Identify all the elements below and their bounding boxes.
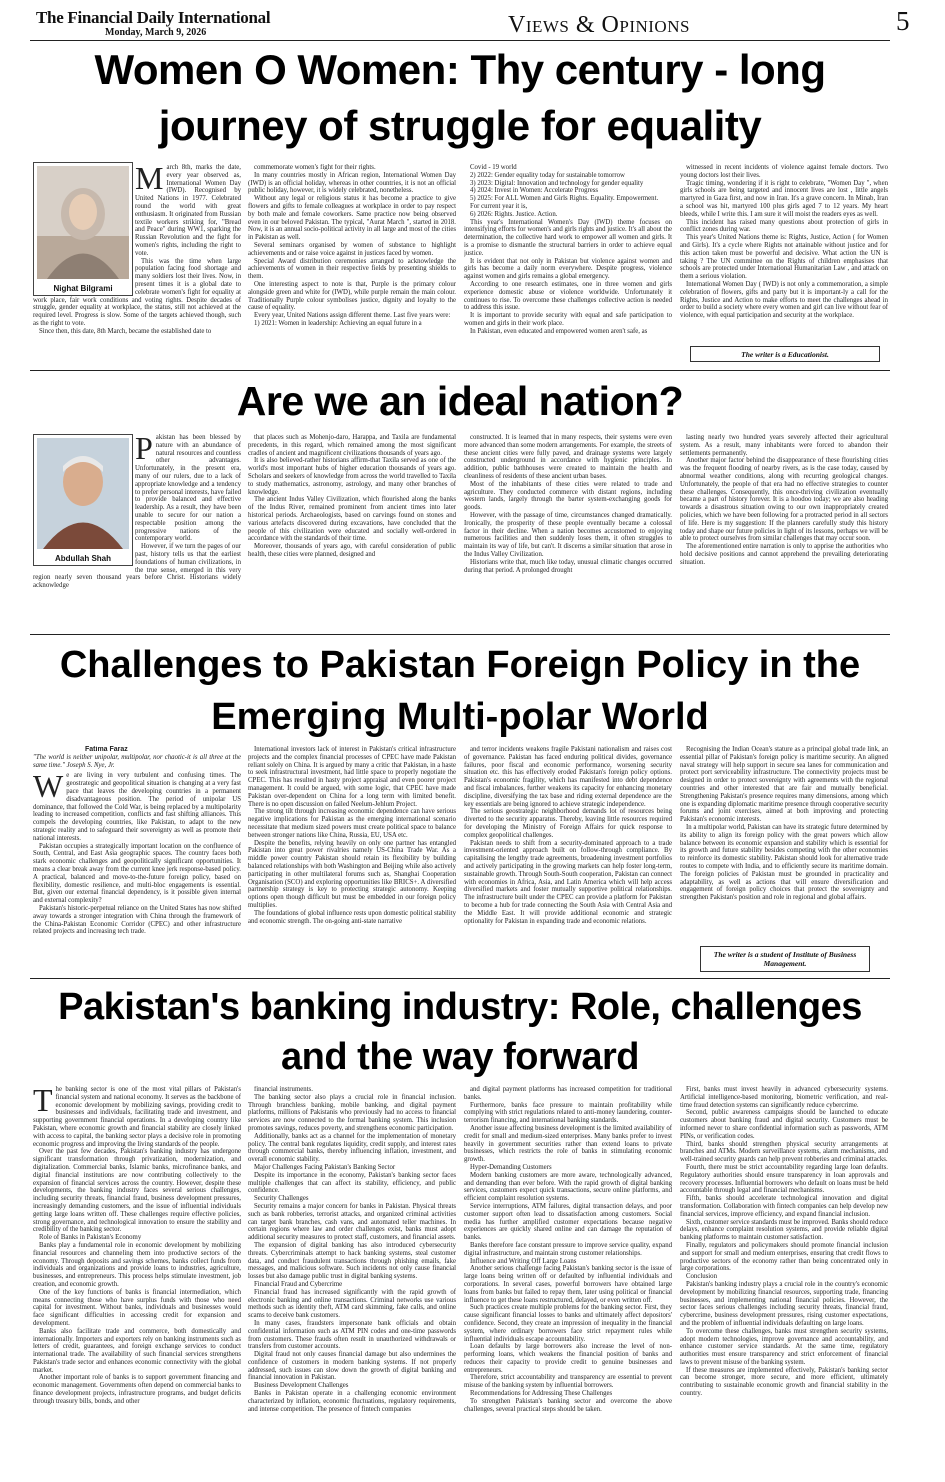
paragraph: It is important to provide security with equal and safe participation to women and girls in their work place. [464, 312, 672, 327]
paragraph: Most of the inhabitants of these cities were related to trade and agriculture. They conducted commerce with distant regions, including western lands, largely through the barter system-exchanging goods for goods. [464, 480, 672, 512]
subheading: Security Challenges [254, 1195, 309, 1203]
paragraph: akistan has been blessed by nature with an abundance of natural resources and countless other advantages. Unfortunately, in the present era, many of our rulers, due to a lack of appropriate knowledge and a tendency to prefer personal interests, have failed to provide balanced and effective leadership. As a result, they have been unable to secure for our nation a respectable position among the progressive nations of the contemporary world. [135, 434, 241, 543]
paragraph: Fifth, banks should accelerate technological innovation and digital transformation. Collaboration with fintech companies can help develop new financial services, improve efficiency, and expand financial inclusion. [680, 1195, 888, 1218]
section-title: Views & Opinions [508, 12, 690, 38]
paragraph: This year's International Women's Day (IWD) theme focuses on intensifying efforts for women's and girls rights and justice. It's all about the determination, the collective hard work to empower all women and girls. It is a promise to dismantle the structural barriers in order to achieve equal justice. [464, 218, 672, 257]
paragraph: Another major factor behind the disappearance of these flourishing cities was the frequent flooding of nearby rivers, as is the case today, caused by abnormal weather conditions, along with recurring geological changes. Unfortunately, the people of that era had no effective strategies to counter these challenges. Consequently, this once-thriving civilization eventually became a part of history forever. It is a hoodoo today; we are also heading towards a disastrous situation owing to our own inappropriately created policies, which we have been following for a protracted period in all sectors of life. Here is my suggestion: If the planners carefully study this history today and shape our future policies in light of its lessons, perhaps we will be able to protect ourselves from similar challenges that may occur soon. [680, 457, 888, 543]
paragraph: First, banks must invest heavily in advanced cybersecurity systems. Artificial intelligence-based monitoring, biometric verification, and real-time fraud detection systems can significantly reduce cybercrime. [680, 1086, 888, 1109]
page-number: 5 [896, 6, 910, 36]
article3-headline: Challenges to Pakistan Foreign Policy in the Emerging Multi-polar World [59, 644, 861, 738]
paragraph: Banks in Pakistan operate in a challenging economic environment characterized by inflation, economic fluctuations, regulatory requirements, and intense competition. The presence of fintech companies [248, 1390, 456, 1413]
paragraph: that places such as Mohenjo-daro, Harappa, and Taxila are fundamental precedents, in this regard, which remained among the most significant cradles of ancient and magnificent civilizations thousands of years ago. [248, 434, 456, 457]
subheading: Influence and Writing Off Large Loans [470, 1257, 577, 1265]
paragraph: Historians write that, much like today, unusual climatic changes occurred during that period. A prolonged drought [464, 558, 672, 574]
article3-dropcap: W [33, 768, 64, 805]
article3-column-1 [33, 746, 241, 974]
article3-writer-note: The writer is a student of Institute of Business Management. [700, 946, 870, 972]
paragraph: Another issue affecting business development is the limited availability of credit for small and medium-sized enterprises. Many banks prefer to invest heavily in government securities rather than extend loans to private businesses, which restricts the role of banks in stimulating economic growth. [464, 1124, 672, 1164]
paragraph: However, with the passage of time, circumstances changed dramatically. Ironically, the prosperity of these people eventually became a colossal factor in their decline. When a nation becomes accustomed to enjoying numerous facilities and then suddenly loses them, it often struggles to maintain its way of life, but can't. It discerns a similar situation that arose in the Indus Valley Civilization. [464, 511, 672, 558]
paragraph: 2) 2022: Gender equality today for sustainable tomorrow [470, 171, 625, 179]
article2-column-1 [33, 434, 241, 630]
subheading: Hyper-Demanding Customers [470, 1163, 552, 1171]
paragraph: Pakistan's historic-perpetual reliance on the United States has now shifted away towards a stronger integration with China through the framework of the China-Pakistan Economic Corridor (CPEC) and other infrastructure related projects and increasing tech trade. [33, 904, 241, 936]
paragraph: Covid - 19 world [470, 164, 517, 171]
article1-headline: Women O Women: Thy century - long journey of struggle for equality [94, 46, 826, 149]
paragraph: Fourth, there must be strict accountability regarding large loan defaults. Regulatory authorities should ensure transparency in loan approvals and recovery processes. Influential borrowers who default on loans must be held accountable through legal and financial mechanisms. [680, 1163, 888, 1195]
paragraph: Since then, this date, 8th March, became the established date to [39, 327, 212, 335]
paragraph: The serious geostrategic neighborhood demands lot of resources being diverted to the security apparatus. Thereby, leaving little resources required for developing the Ministry of Foreign Affairs for quick response to complex geopolitical challenges. [464, 808, 672, 839]
article1-column-1 [33, 164, 241, 356]
article2-photo-caption: Abdullah Shah [55, 554, 111, 563]
paragraph: Banks therefore face constant pressure to improve service quality, expand digital infrastructure, and maintain strong customer relationships. [464, 1241, 672, 1257]
paragraph: Another serious challenge facing Pakistan's banking sector is the issue of large loans being written off or defaulted by influential individuals and corporations. In several cases, powerful borrowers have obtained large loans from banks but failed to repay them, later using political or financial influence to get these loans restructured, delayed, or even written off. [464, 1265, 672, 1304]
paragraph: Pakistan occupies a strategically important location on the confluence of South, Central, and East Asia geographic spaces. The country faces both stark economic challenges and geopolitically significant opportunities. It means a clear break away from the current knee jerk response-based policy. A practical, balanced and move-to-the-future foreign policy, based on flexibility, domestic resilience, and multi-bloc engagements is essential. But, given our external financial dependency, is it possible given internal and external complexity? [33, 842, 241, 905]
subheading: Role of Banks in Pakistan's Economy [39, 1234, 142, 1242]
paragraph: This was the time when large population facing food shortage and many soldiers lost their lives. Now, in present times it is a global date to celebrate women's fight for equality at work place, fair work conditions and voting rights. Despite decades of struggle, gender equality at workplace, the status, still not achieved at the required level. Progress is slow. Some of the targets achieved though, such as the right to vote. [33, 257, 241, 327]
article2-column-3 [464, 434, 672, 630]
article4-column-4 [680, 1086, 888, 1478]
article4-dropcap: T [33, 1086, 53, 1118]
paragraph: One of the key functions of banks is financial intermediation, which means connecting those who have surplus funds with those who need capital for investment. Without banks, individuals and businesses would face significant difficulties in accessing credit for expansion and development. [33, 1288, 241, 1327]
paragraph: 6) 2026: Rights. Justice. Action. [470, 210, 558, 218]
paragraph: Pakistan's banking industry plays a crucial role in the country's economic development by mobilizing financial resources, supporting trade, financing businesses, and implementing national financial policies. However, the sector faces serious challenges including security threats, financial fraud, cybercrime, business development pressures, rising customer expectations, and the problem of influential individuals defaulting on large loans. [680, 1280, 888, 1327]
article1-column-4 [680, 164, 888, 342]
paragraph: Second, public awareness campaigns should be launched to educate customers about banking fraud and digital security. Customers must be informed never to share confidential information such as passwords, ATM PINs, or verification codes. [680, 1109, 888, 1140]
paragraph: It is evident that not only in Pakistan but violence against women and girls has become a daily norm everywhere. Despite progress, violence against women and girls remains a global emergency. [464, 257, 672, 281]
paragraph: Special Award distribution ceremonies arranged to acknowledge the achievements of women in their respective fields by presenting shields to them. [248, 257, 456, 281]
paragraph: If these measures are implemented effectively, Pakistan's banking sector can become stronger, more secure, and more efficient, ultimately contributing to sustainable economic growth and financial stability in the country. [680, 1366, 888, 1398]
paragraph: Sixth, customer service standards must be improved. Banks should reduce delays, enhance complaint resolution systems, and provide reliable digital banking platforms to maintain customer satisfaction. [680, 1218, 888, 1242]
paragraph: This year's United Nations theme is: Rights, Justice, Action ( for Women and Girls). It's a cycle where Rights not attainable without justice and for this action taken must be powerful and decisive. What action the UN is taking ? The UN committee on the Rights of children emphasises that schools are protected under International Humanitarian Law , and attack on them a serious violation. [680, 234, 888, 281]
paragraph: and digital payment platforms has increased competition for traditional banks. [464, 1086, 672, 1101]
paragraph: According to one research estimates, one in three women and girls experience domestic abuse or violence worldwide. Unfortunately it continues to rise. To overcome these challenges collective action is needed to address this issue. [464, 280, 672, 312]
article3-author: Fatima Faraz [85, 746, 128, 753]
subheading: Financial Fraud and Cybercrime [254, 1280, 343, 1288]
article4-column-1 [33, 1086, 241, 1478]
paragraph: Recognising the Indian Ocean's stature as a principal global trade link, an essential pillar of Pakistan's foreign policy is maritime security. An aligned naval strategy will help support in secure sea lanes for communication and protect port serviceability infrastructure. The connectivity projects must be designed in order to protect sovereignty with agreements with the regional countries and other interested that are fair and mutually beneficial. Strengthening Pakistan's presence requires many dimensions, among which one is expanding diplomatic maritime presence through cooperative security forums and joint exercises, aimed at both improving and protecting Pakistan's economic interests. [680, 746, 888, 824]
subheading: Conclusion [686, 1273, 717, 1281]
paragraph: Banks play a fundamental role in economic development by mobilizing financial resources and channeling them into productive sectors of the economy. Through deposits and savings schemes, banks collect funds from individuals and organizations and provide loans to industries, agriculture, businesses, and entrepreneurs. This process helps stimulate investment, job creation, and economic growth. [33, 1241, 241, 1288]
paragraph: For current year it is, [470, 202, 528, 210]
article1-column-2 [248, 164, 456, 356]
paragraph: he banking sector is one of the most vital pillars of Pakistan's financial system and national economy. It serves as the backbone of economic development by mobilizing savings, providing credit to businesses and individuals, facilitating trade and investment, and supporting government financial operations. In a developing country like Pakistan, where economic growth and financial stability are closely linked with access to capital, the banking sector plays a decisive role in promoting economic progress and improving the living standards of the people. [33, 1086, 241, 1148]
article4-column-2 [248, 1086, 456, 1478]
paragraph: Despite its importance in the economy, Pakistan's banking sector faces multiple challenges that can affect its stability, efficiency, and public confidence. [248, 1171, 456, 1195]
paragraph: Over the past few decades, Pakistan's banking industry has undergone significant transformation through privatization, modernization, and digitalization. Commercial banks, Islamic banks, microfinance banks, and digital financial institutions are now contributing collectively to the expansion of financial services across the country. However, despite these developments, the banking industry faces several serious challenges, including security threats, financial fraud, business development pressures, increasingly demanding customers, and the issue of influential individuals getting large loans written off. These challenges require effective policies, strong governance, and technological innovation to ensure the stability and credibility of the banking sector. [33, 1148, 241, 1234]
paragraph: In Pakistan, even educated and empowered women aren't safe, as [470, 327, 648, 335]
paragraph: constructed. It is learned that in many respects, their systems were even more advanced than some modern arrangements. For example, the streets of these ancient cities were fully paved, and drainage systems were largely constructed underground in accordance with hygienic principles. In addition, public bathhouses were created to maintain the health and cleanliness of residents of these ancient urban bases. [464, 434, 672, 480]
subheading: Recommendations for Addressing These Challenges [470, 1390, 613, 1398]
paragraph: In many cases, fraudsters impersonate bank officials and obtain confidential information such as ATM PIN codes and one-time passwords from customers. These frauds often result in unauthorized withdrawals or transfers from customer accounts. [248, 1319, 456, 1351]
paragraph: e are living in very turbulent and confusing times. The geostrategic and geopolitical situation is changing at a very fast pace that leaves the developing countries in a permanent disadvantageous position. The period of unipolar US dominance, that followed the Cold War, is being replaced by a multipolarity leading to increased competition, conflicts and fast shifting alliances. This compels the developing countries, like Pakistan, to adapt to the new strategic reality and to safeguard their sovereignty as well as promote their national interests. [33, 772, 241, 842]
paragraph: Therefore, strict accountability and transparency are essential to prevent misuse of the banking system by influential borrowers. [464, 1374, 672, 1390]
article3-column-2 [248, 746, 456, 974]
paragraph: lasting nearly two hundred years severely affected their agricultural system. As a result, many inhabitants were forced to abandon their settlements permanently. [680, 434, 888, 457]
paragraph: Security remains a major concern for banks in Pakistan. Physical threats such as bank robberies, terrorist attacks, and organized criminal activities can target bank branches, cash vans, and automated teller machines. In certain regions where law and order challenges exist, banks must adopt additional security measures to protect staff, customers, and financial assets. [248, 1202, 456, 1242]
paragraph: commemorate women's fight for their rights. [254, 164, 376, 171]
paragraph: witnessed in recent incidents of violence against female doctors. Two young doctors lost their lives. [680, 164, 888, 179]
paragraph: Additionally, banks act as a channel for the implementation of monetary policy. The central bank regulates liquidity, credit supply, and interest rates through commercial banks, thereby influencing inflation, investment, and overall economic stability. [248, 1132, 456, 1164]
section-divider [30, 634, 890, 635]
article2-headline: Are we an ideal nation? [236, 378, 684, 424]
paragraph: Without any legal or religious status it has become a practice to give flowers and gifts to female colleagues at workplace in order to pay respect by both male and female coworkers. Same practice now being observed even in our beloved Pakistan. The typical, "Aurat March ", started in 2018. Now, it is an annual socio-political activity in all large and most of the cities in Pakistan as well. [248, 195, 456, 242]
article1-column-3 [464, 164, 672, 356]
paragraph: Tragic timing, wondering if it is right to celebrate, "Women Day ", when girls schools are being targeted and innocent lives are lost , little angels martyred in Gaza first, and now in Iran. It's a grave concern. In Minab, Iran a school was hit, martyred 100 plus girls aged 7 to 12 years. My heart bleeds, while I write this. I am sure it will moist the readers eyes as well. [680, 179, 888, 218]
paragraph: Finally, regulators and policymakers should promote financial inclusion and support for small and medium enterprises, ensuring that credit flows to productive sectors of the economy rather than being concentrated only in large corporations. [680, 1241, 888, 1273]
paragraph: To strengthen Pakistan's banking sector and overcome the above challenges, several practical steps should be taken. [464, 1397, 672, 1413]
paragraph: Every year, United Nations assign different theme. Last five years were: [254, 312, 451, 320]
paragraph: To overcome these challenges, banks must strengthen security systems, adopt modern technologies, improve governance and accountability, and enhance customer service standards. At the same time, regulatory authorities must ensure transparency and strict enforcement of financial laws to prevent misuse of the banking system. [680, 1327, 888, 1366]
paragraph: Several seminars organised by women of substance to highlight achievements and or raise voice against in justices faced by women. [248, 241, 456, 257]
paragraph: Banks also facilitate trade and commerce, both domestically and internationally. Importers and exporters rely on banking instruments such as letters of credit, guarantees, and foreign exchange services to conduct international trade. The availability of such financial services strengthens Pakistan's trade sector and enhances economic connectivity with the global market. [33, 1327, 241, 1374]
paragraph: The aforementioned entire narration is only to apprise the authorities who hold decisive positions and cannot apprehend the prevailing deteriorating situation. [680, 543, 888, 566]
article1-dropcap: M [135, 164, 164, 196]
section-divider [30, 978, 890, 979]
article1-writer-note: The writer is a Educationist. [690, 346, 880, 362]
paper-name: The Financial Daily International [36, 8, 271, 27]
masthead [30, 6, 910, 41]
paragraph: 4) 2024: Invest in Women: Accelerate Progress [470, 187, 599, 195]
paragraph: One interesting aspect to note is that, Purple is the primary colour alongside green and white for (IWD), while purple remain the main colour. Traditionally Purple colour symbolises justice, dignity and loyalty to the cause of equality. [248, 280, 456, 312]
paragraph: arch 8th, marks the date, every year observed as, International Women Day (IWD). Recognised by United Nations in 1977. Celebrated round the world with great enthusiasm. It originated from Russian textile workers striking for, "Bread and Peace" during WW1, sparking the Russian Revolution and the fight for women's rights, including the right to vote. [135, 164, 241, 257]
paragraph: Third, banks should strengthen physical security arrangements at branches and ATMs. Modern surveillance systems, alarm mechanisms, and well-trained security guards can help prevent robberies and criminal attacks. [680, 1140, 888, 1164]
paragraph: The banking sector also plays a crucial role in financial inclusion. Through branchless banking, mobile banking, and digital payment platforms, millions of Pakistanis who previously had no access to financial services are now connected to the formal banking system. This inclusion promotes savings, reduces poverty, and strengthens economic participation. [248, 1093, 456, 1132]
article2-dropcap: P [135, 434, 153, 466]
paragraph: Pakistan needs to shift from a security-dominated approach to a trade investment-oriented approach built on follow-through compliance. By capitalising the lengthy trade agreements, broadening investment portfolios and actively participating in the growing markets can help foster long-term, sustainable growth. Through South-South cooperation, Pakistan can connect with economies in Africa, Asia, and Latin America which will help access diversified markets and foster mutually supportive political relationships. The infrastructure built under the CPEC can provide a platform for Pakistan to become a hub for trade connecting the South Asia with Central Asia and the Middle East. It will provide additional economic and strategic optionality for Pakistan in expanding trade and economic relations. [464, 839, 672, 925]
paragraph: financial instruments. [254, 1086, 313, 1093]
paragraph: 3) 2023: Digital: Innovation and technology for gender equality [470, 179, 644, 187]
paragraph: The foundations of global influence rests upon domestic political stability and economic strength. The on-going anti-state narrative [248, 909, 456, 925]
paragraph: Moreover, thousands of years ago, with careful consideration of public health, these cities were planned, designed and [248, 543, 456, 558]
paragraph: The expansion of digital banking has also introduced cybersecurity threats. Cybercriminals attempt to hack banking systems, steal customer data, and conduct fraudulent transactions through phishing emails, fake messages, and malicious software. Such incidents not only cause financial losses but also damage public trust in digital banking systems. [248, 1241, 456, 1281]
paragraph: This incident has raised many questions about protection of girls in conflict zones during war. [680, 218, 888, 234]
paragraph: 5) 2025: For ALL Women and Girls Rights. Equality. Empowerment. [470, 195, 659, 203]
paragraph: Such practices create multiple problems for the banking sector. First, they cause significant financial losses to banks and ultimately affect depositors' confidence. Second, they create an impression of inequality in the financial system, where ordinary borrowers face strict repayment rules while influential individuals escape accountability. [464, 1304, 672, 1343]
article4-column-3 [464, 1086, 672, 1478]
article3-quote: "The world is neither unipolar, multipolar, nor chaotic-it is all three at the same time." Joseph S. Nye, Jr. [33, 753, 241, 769]
article3-column-4 [680, 746, 888, 942]
paragraph: In a multipolar world, Pakistan can have its strategic future determined by its ability to align its foreign policy with the great powers which allow balance between its economic expansion and stability which is essential for its growth and future stability besides competing with the other economies to reinforce its domestic stability. Pakistan should look for alternative trade routes to compete with India, and to efficiently secure its maritime domain. The foreign policies of Pakistan must be grounded in practicality and adaptability, as well as actions that will ensure diversification and engagement of foreign policy choices that protect the sovereignty and strengthen Pakistan's position and role in regional and global affairs. [680, 823, 888, 902]
subheading: Business Development Challenges [254, 1382, 349, 1390]
paragraph: Loan defaults by large borrowers also increase the level of non-performing loans, which weakens the financial position of banks and reduces their capacity to provide credit to genuine businesses and entrepreneurs. [464, 1343, 672, 1374]
paragraph: The strong tilt through increasing economic dependence can have serious negative implications for Pakistan as the emerging international scenario necessitate that medium sized powers must create political space to balance between stronger nations like China, Russia, EU, USA etc. [248, 808, 456, 839]
paragraph: Modern banking customers are more aware, technologically advanced, and demanding than ever before. With the rapid growth of digital banking services, customers expect quick transactions, secure online platforms, and efficient complaint resolution systems. [464, 1171, 672, 1203]
article1-photo-caption: Nighat Bilgrami [53, 284, 113, 293]
paragraph: and terror incidents weakens fragile Pakistani nationalism and raises cost of governance. Pakistan has faced enduring political divides, governance failures, poor fiscal and economic performance, worsening security situation etc. this has effectively eroded Pakistan's foreign policy options. Pakistan's economic fragility, which has manifested into debt dependence and fiscal imbalances, further weakens its capacity for enhancing monetary discipline, diversifying the tax base and riding external dependence are the key essentials are being ignored to achieve strategic independence. [464, 746, 672, 808]
section-divider [30, 370, 890, 371]
article2-column-4 [680, 434, 888, 630]
paragraph: International investors lack of interest in Pakistan's critical infrastructure projects and the complex financial processes of CPEC have made Pakistan reliant solely on China. It is argued by many a critic that Pakistan, in a haste to seek infrastructural investment, had little space to properly negotiate the CPEC. This has resulted in hasty project appraisal and even poorer project management. It could be argued, with some logic, that CPEC have made Pakistan over-dependent on China for a long term with limited benefit. There is no open discussion on failed Neelum-Jehlum Project. [248, 746, 456, 808]
paragraph: It is also believed-rather historians affirm-that Taxila served as one of the world's most important hubs of higher education thousands of years ago. Scholars and seekers of knowledge from across the world travelled to Taxila to study mathematics, astronomy, astrology, and many other branches of knowledge. [248, 457, 456, 496]
paragraph: However, if we turn the pages of our past, history tells us that the earliest foundations of human civilizations, in the true sense, emerged in this very region nearly seven thousand years before Christ. Historians widely acknowledge [33, 543, 241, 590]
paragraph: Service interruptions, ATM failures, digital transaction delays, and poor customer support often lead to dissatisfaction among customers. Social media has further amplified customer expectations because negative experiences are quickly shared online and can damage the reputation of banks. [464, 1202, 672, 1242]
paragraph: Furthermore, banks face pressure to maintain profitability while complying with strict regulations related to anti-money laundering, counter-terrorism financing, and international banking standards. [464, 1101, 672, 1125]
issue-date: Monday, March 9, 2026 [105, 27, 207, 38]
article2-column-2 [248, 434, 456, 630]
paragraph: Financial fraud has increased significantly with the rapid growth of electronic banking and online transactions. Criminal networks use various methods such as identity theft, ATM card skimming, fake calls, and online scams to deceive bank customers. [248, 1288, 456, 1320]
article4-headline: Pakistan's banking industry: Role, challenges and the way forward [58, 986, 862, 1078]
paragraph: Despite the benefits, relying heavily on only one partner has entangled Pakistan into great power rivalries namely US-China Trade War. As a middle power country Pakistan should retain its flexibility by building balanced relationships with both Washington and Beijing while also actively participating in other multilateral forums such as, Shanghai Cooperation Organisation (SCO) and exploring opportunities like BRICS+. A diversified partnership strategy is key to protecting strategic autonomy. Keeping options open though difficult but must be embedded in our foreign policy multiplies. [248, 839, 456, 909]
paragraph: In many countries mostly in African region, International Women Day (IWD) is an official holiday, whereas in other countries, it is not an official public holiday, however, it is widely celebrated, nonetheless. [248, 171, 456, 195]
paragraph: 1) 2021: Women in leadership: Achieving an equal future in a [254, 319, 422, 327]
article3-column-3 [464, 746, 672, 974]
paragraph: Digital fraud not only causes financial damage but also undermines the confidence of customers in modern banking systems. If not properly addressed, such issues can slow down the growth of digital banking and financial innovation in Pakistan. [248, 1351, 456, 1382]
subheading: Major Challenges Facing Pakistan's Banking Sector [254, 1163, 396, 1171]
paragraph: Another important role of banks is to support government financing and economic management. Governments often depend on commercial banks to finance development projects, infrastructure programs, and budget deficits through treasury bills, bonds, and other [33, 1374, 241, 1405]
paragraph: International Women Day ( IWD) is not only a commemoration, a simple celebration of flowers, gifts and party but it is important-ly a call for the Rights, Justice and Action to make efforts to meet the challenges ahead in order to build a society where every women and girl can live without fear of violence, with equal participation and security at the workplace. [680, 280, 888, 320]
paragraph: The ancient Indus Valley Civilization, which flourished along the banks of the Indus River, remained prominent from ancient times into later historical periods. Archaeologists, based on carvings found on stones and various artefacts discovered during excavations, have concluded that the people of this civilization were educated and socially well-ordered in accordance with the standards of their time. [248, 496, 456, 543]
